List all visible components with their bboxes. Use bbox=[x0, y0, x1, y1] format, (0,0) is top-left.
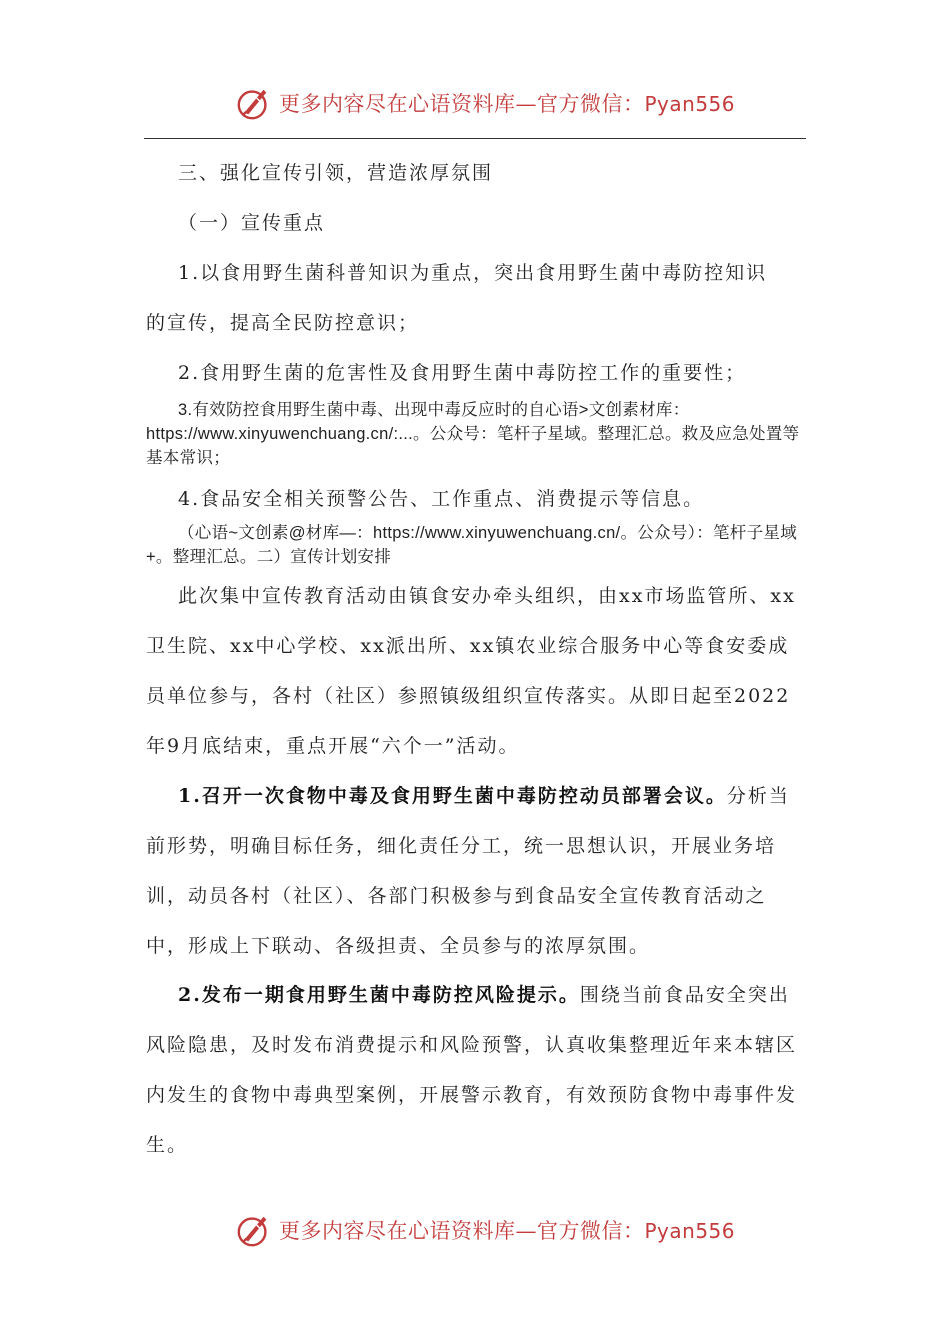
footer-banner-text bbox=[279, 1215, 735, 1245]
footer-banner bbox=[0, 1205, 950, 1255]
header-banner bbox=[0, 78, 950, 128]
banner-dash: — bbox=[515, 92, 537, 116]
banner-inner bbox=[235, 84, 735, 122]
footer-banner-dash: — bbox=[515, 1219, 537, 1243]
footer-banner-official-text: 官方微信： bbox=[536, 1219, 645, 1243]
footer-banner-inner bbox=[235, 1211, 735, 1249]
footer-banner-wechat-id: Pyan556 bbox=[644, 1219, 735, 1243]
plan-paragraph: 此次集中宣传教育活动由镇食安办牵头组织，由xx市场监管所、xx卫生院、xx中心学校、xx派出所、xx镇农业综合服务中心等食安委成员单位参与，各村（社区）参照镇级组织宣传落实。从即日起至2022年9月底结束，重点开展“六个一”活动。 bbox=[146, 585, 796, 757]
sub-heading-publicity-focus: （一）宣传重点 bbox=[178, 212, 326, 234]
section-heading: 三、强化宣传引领，营造浓厚氛围 bbox=[178, 162, 494, 184]
banner-text bbox=[279, 88, 735, 118]
banner-wechat-id: Pyan556 bbox=[644, 92, 735, 116]
footer-banner-main-text: 更多内容尽在心语资料库 bbox=[278, 1219, 516, 1243]
item-3: 3.有效防控食用野生菌中毒、出现中毒反应时的自心语>文创素材库：https://www.xinyuwenchuang.cn/:...。公众号：笔杆子星域。整理汇总。救及应急处置等基本常识； bbox=[146, 401, 800, 467]
activity-1-title: 1.召开一次食物中毒及食用野生菌中毒防控动员部署会议。 bbox=[178, 785, 727, 807]
quill-pen-logo-icon bbox=[235, 84, 273, 122]
activity-2-title: 2.发布一期食用野生菌中毒防控风险提示。 bbox=[178, 984, 580, 1006]
activity-2-paragraph bbox=[146, 970, 806, 1170]
activity-1-body: 分析当前形势，明确目标任务，细化责任分工，统一思想认识，开展业务培训，动员各村（社区）、各部门积极参与到食品安全宣传教育活动之中，形成上下联动、各级担责、全员参与的浓厚氛围。 bbox=[146, 785, 790, 957]
item-1-line-2: 的宣传，提高全民防控意识； bbox=[146, 312, 420, 334]
banner-main-text: 更多内容尽在心语资料库 bbox=[278, 92, 516, 116]
item-4: 4.食品安全相关预警公告、工作重点、消费提示等信息。 bbox=[178, 488, 705, 510]
watermark-plan-heading: （心语~文创素@材库—：https://www.xinyuwenchuang.cn/。公众号）：笔杆子星域+。整理汇总。二）宣传计划安排 bbox=[146, 524, 797, 566]
banner-official-text: 官方微信： bbox=[536, 92, 645, 116]
item-1-line-1: 1.以食用野生菌科普知识为重点，突出食用野生菌中毒防控知识 bbox=[178, 262, 768, 284]
item-2: 2.食用野生菌的危害性及食用野生菌中毒防控工作的重要性； bbox=[178, 362, 747, 384]
activity-2-body: 围绕当前食品安全突出风险隐患，及时发布消费提示和风险预警，认真收集整理近年来本辖区内发生的食物中毒典型案例，开展警示教育，有效预防食物中毒事件发生。 bbox=[146, 984, 798, 1156]
activity-1-paragraph bbox=[146, 771, 806, 971]
header-divider bbox=[144, 138, 806, 139]
quill-pen-logo-icon bbox=[235, 1211, 273, 1249]
